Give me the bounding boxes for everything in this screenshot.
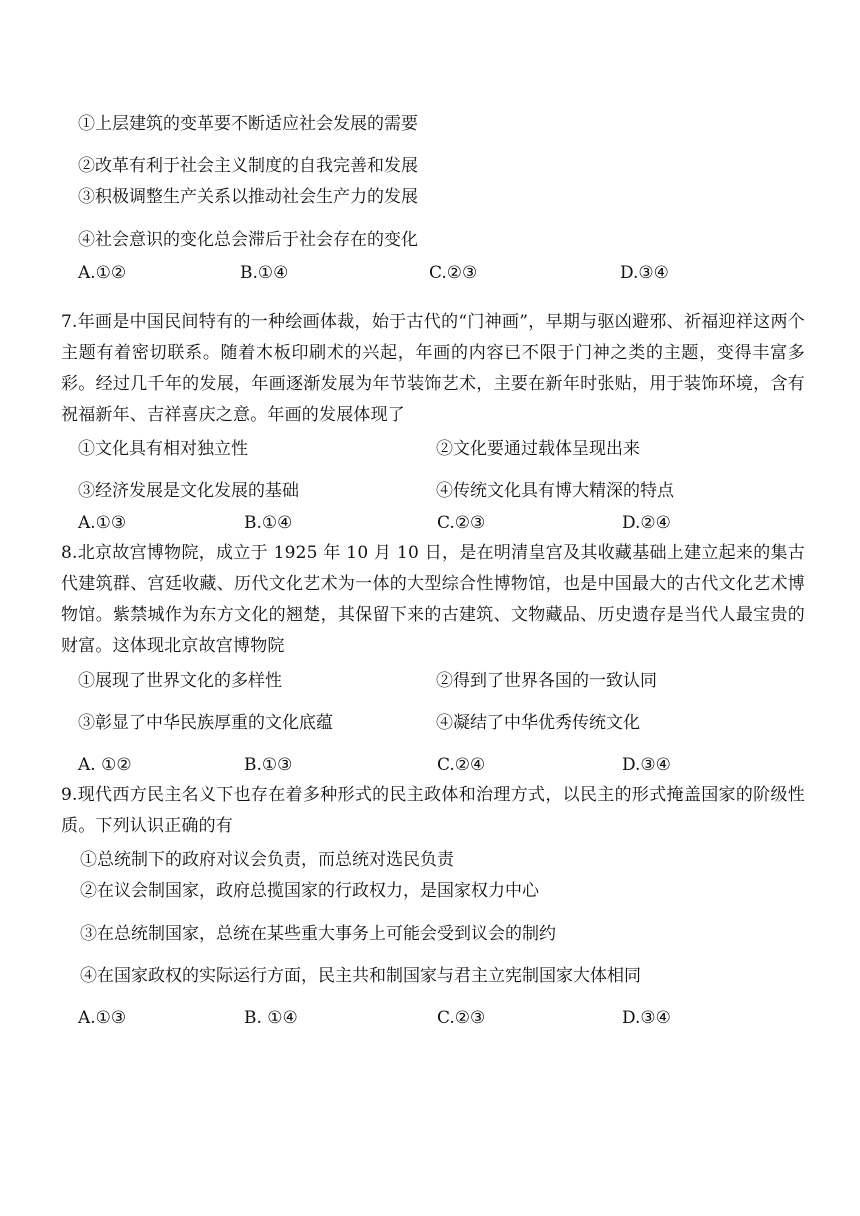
q7-statement-2: ②文化要通过载体呈现出来 [436,439,640,459]
q8-statement-1: ①展现了世界文化的多样性 [78,671,282,691]
q9-statement-3: ③在总统制国家，总统在某些重大事务上可能会受到议会的制约 [80,924,556,944]
q7-option-d: D.②④ [622,513,671,533]
q9-statement-4: ④在国家政权的实际运行方面，民主共和制国家与君主立宪制国家大体相同 [80,966,641,986]
q7-statement-1: ①文化具有相对独立性 [78,439,248,459]
q6-statement-3: ③积极调整生产关系以推动社会生产力的发展 [78,187,418,207]
q7-option-c: C.②③ [437,513,486,533]
q9-option-c: C.②③ [437,1008,486,1028]
q6-option-a: A.①② [78,263,127,283]
q6-statement-2: ②改革有利于社会主义制度的自我完善和发展 [78,156,418,176]
q8-option-b: B.①③ [244,755,293,775]
q9-statement-2: ②在议会制国家，政府总揽国家的行政权力，是国家权力中心 [80,881,539,901]
q9-stem: 9.现代西方民主名义下也存在着多种形式的民主政体和治理方式，以民主的形式掩盖国家的阶级性质。下列认识正确的有 [61,785,805,836]
q8-option-c: C.②④ [437,755,486,775]
q8-statement-2: ②得到了世界各国的一致认同 [436,671,657,691]
q8-option-a: A. ①② [78,755,132,775]
q8-stem: 8.北京故宫博物院，成立于 1925 年 10 月 10 日，是在明清皇宫及其收藏基础上建立起来的集古代建筑群、宫廷收藏、历代文化艺术为一体的大型综合性博物馆，也是中国最大的古代文化艺术博物馆。紫禁城作为东方文化的翘楚，其保留下来的古建筑、文物藏品、历史遗存是当代人最宝贵的财富。这体现北京故宫博物院 [61,543,805,656]
q9-statement-1: ①总统制下的政府对议会负责，而总统对选民负责 [80,850,454,870]
q9-option-b: B. ①④ [244,1008,298,1028]
q6-option-c: C.②③ [429,263,478,283]
q9-option-d: D.③④ [622,1008,671,1028]
q9-option-a: A.①③ [78,1008,127,1028]
q7-option-b: B.①④ [244,513,293,533]
q7-stem: 7.年画是中国民间特有的一种绘画体裁，始于古代的“门神画”，早期与驱凶避邪、祈福迎祥这两个主题有着密切联系。随着木板印刷术的兴起，年画的内容已不限于门神之类的主题，变得丰富多彩。经过几千年的发展，年画逐渐发展为年节装饰艺术，主要在新年时张贴，用于装饰环境，含有祝福新年、吉祥喜庆之意。年画的发展体现了 [61,312,805,425]
q7-statement-3: ③经济发展是文化发展的基础 [78,481,299,501]
q8-statement-4: ④凝结了中华优秀传统文化 [436,713,640,733]
q6-option-d: D.③④ [620,263,669,283]
q6-statement-1: ①上层建筑的变革要不断适应社会发展的需要 [78,114,418,134]
q7-option-a: A.①③ [78,513,127,533]
q6-option-b: B.①④ [240,263,289,283]
q8-statement-3: ③彰显了中华民族厚重的文化底蕴 [78,713,333,733]
q6-statement-4: ④社会意识的变化总会滞后于社会存在的变化 [78,230,418,250]
q8-option-d: D.③④ [622,755,671,775]
q7-statement-4: ④传统文化具有博大精深的特点 [436,481,674,501]
